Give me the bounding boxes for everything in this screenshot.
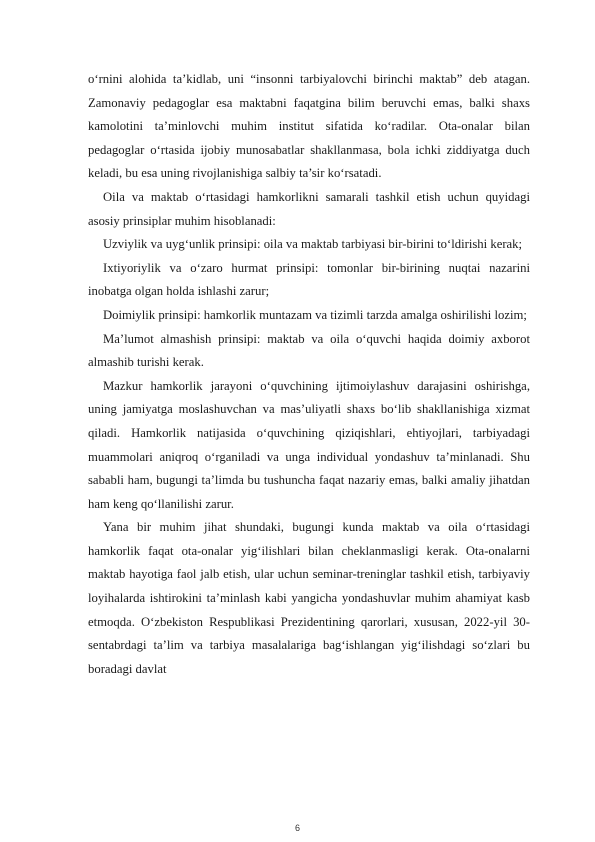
paragraph-new-approaches: Yana bir muhim jihat shundaki, bugungi kunda maktab va oila o‘rtasidagi hamkorlik faqat ota-onalar yig‘ilishlari bilan cheklanmasligi kerak. Ota-onalarni maktab hayotiga faol jalb etish, ular uchun seminar-treninglar tashkil etish, tarbiyaviy loyihalarda ishtirokini ta’minlash kabi yangicha yondashuvlar muhim ahamiyat kasb etmoqda. O‘zbekiston Respublikasi Prezidentining qarorlari, xususan, 2022-yil 30-sentabrdagi ta’lim va tarbiya masalalariga bag‘ishlangan yig‘ilishdagi so‘zlari bu boradagi davlat	[88, 520, 530, 676]
paragraph-continuation: o‘rnini alohida ta’kidlab, uni “insonni tarbiyalovchi birinchi maktab” deb atagan. Zamonaviy pedagoglar esa maktabni faqatgina bilim beruvchi emas, balki shaxs kamolotini ta’minlovchi muhim institut sifatida ko‘radilar. Ota-onalar bilan pedagoglar o‘rtasida ijobiy munosabatlar shakllanmasa, bola ichki ziddiyatga duch keladi, bu esa uning rivojlanishiga salbiy ta’sir ko‘rsatadi.	[88, 72, 530, 181]
paragraph-cooperation-process: Mazkur hamkorlik jarayoni o‘quvchining ijtimoiylashuv darajasini oshirishga, uning jamiyatga moslashuvchan va mas’uliyatli shaxs bo‘lib shakllanishiga xizmat qiladi. Hamkorlik natijasida o‘quvchining qiziqishlari, ehtiyojlari, tarbiyadagi muammolari aniqroq o‘rganiladi va unga individual yondashuv ta’minlanadi. Shu sababli ham, bugungi ta’limda bu tushuncha faqat nazariy emas, balki amaliy jihatdan ham keng qo‘llanilishi zarur.	[88, 378, 530, 511]
paragraph-principles-intro: Oila va maktab o‘rtasidagi hamkorlikni samarali tashkil etish uchun quyidagi asosiy prinsiplar muhim hisoblanadi:	[88, 189, 530, 228]
paragraph-principle-constancy: Doimiylik prinsipi: hamkorlik muntazam va tizimli tarzda amalga oshirilishi lozim;	[103, 307, 527, 322]
page-number: 6	[294, 823, 300, 833]
paragraph-principle-information-exchange: Ma’lumot almashish prinsipi: maktab va oila o‘quvchi haqida doimiy axborot almashib turishi kerak.	[88, 331, 530, 370]
paragraph-principle-voluntariness: Ixtiyoriylik va o‘zaro hurmat prinsipi: tomonlar bir-birining nuqtai nazarini inobatga olgan holda ishlashi zarur;	[88, 260, 530, 299]
body-text	[88, 68, 530, 681]
paragraph-principle-continuity: Uzviylik va uyg‘unlik prinsipi: oila va maktab tarbiyasi bir-birini to‘ldirishi kerak;	[103, 237, 523, 252]
